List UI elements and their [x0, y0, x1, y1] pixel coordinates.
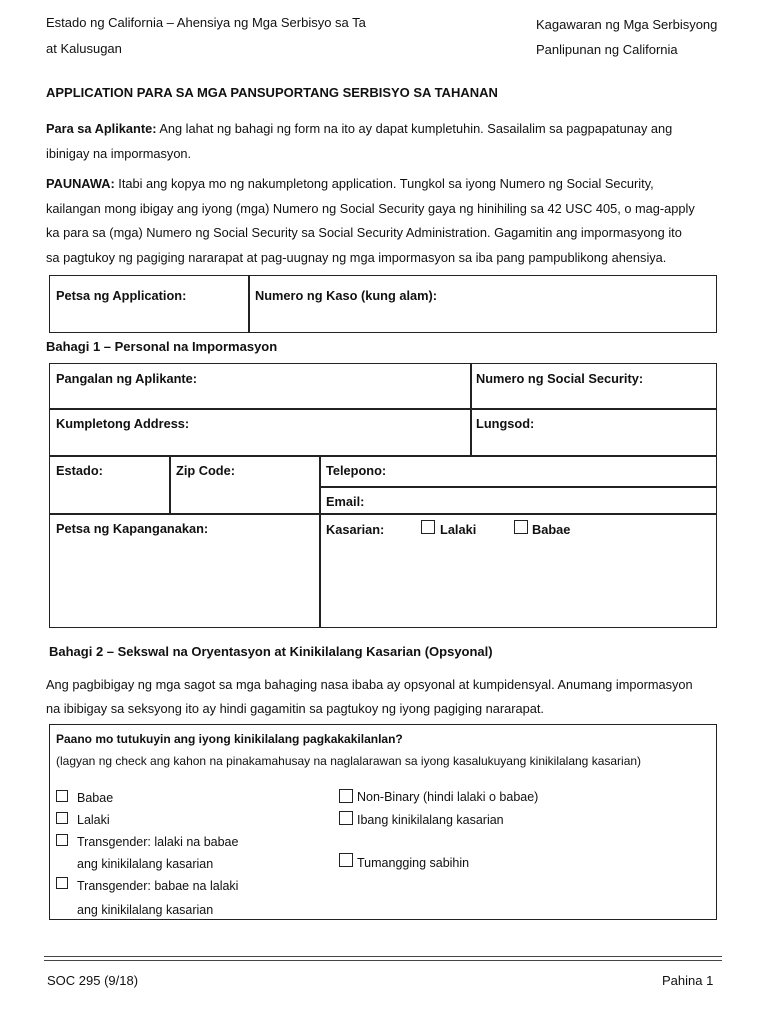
identity-trans-female-label-2: ang kinikilalang kasarian: [77, 857, 214, 871]
identity-nonbinary-checkbox[interactable]: [339, 789, 353, 803]
applicant-instructions: [46, 116, 672, 141]
address-field[interactable]: Kumpletong Address:: [56, 416, 190, 431]
notice-text-3: ka para sa (mga) Numero ng Social Security sa Social Security Administration. Gagamitin ang impormasyong ito: [46, 225, 682, 240]
identity-trans-male-label-1: Transgender: babae na lalaki: [77, 879, 239, 893]
notice-text-4: sa pagtukoy ng pagiging nararapat at pag-uugnay ng mga impormasyon sa iba pang pampublikong ahensiya.: [46, 250, 667, 265]
header-agency-line2: at Kalusugan: [46, 41, 122, 56]
applicant-text-2: ibinigay na impormasyon.: [46, 146, 192, 161]
applicant-name-field[interactable]: Pangalan ng Aplikante:: [56, 371, 198, 386]
applicant-label: Para sa Aplikante:: [46, 121, 157, 136]
state-field[interactable]: Estado:: [56, 463, 103, 478]
identity-female-checkbox[interactable]: [56, 790, 68, 802]
identity-trans-female-checkbox[interactable]: [56, 834, 68, 846]
page-number: Pahina 1: [662, 973, 714, 988]
divider: [49, 455, 717, 457]
section2-heading: Bahagi 2 – Sekswal na Oryentasyon at Kinikilalang Kasarian (Opsyonal): [49, 644, 493, 659]
header-department-line1: Kagawaran ng Mga Serbisyong: [536, 17, 718, 32]
identity-decline-checkbox[interactable]: [339, 853, 353, 867]
notice-text-1: Itabi ang kopya mo ng nakumpletong application. Tungkol sa iyong Numero ng Social Security,: [114, 176, 654, 191]
header-agency-line1: Estado ng California – Ahensiya ng Mga Serbisyo sa Ta: [46, 15, 366, 30]
identity-other-label: Ibang kinikilalang kasarian: [357, 813, 504, 827]
divider: [319, 455, 321, 628]
divider: [49, 408, 717, 410]
form-code: SOC 295 (9/18): [47, 973, 139, 988]
section1-heading: Bahagi 1 – Personal na Impormasyon: [46, 339, 278, 354]
section2-desc-2: na ibibigay sa seksyong ito ay hindi gagamitin sa pagtukoy ng iyong pagiging nararapat.: [46, 701, 544, 716]
header-department-line2: Panlipunan ng California: [536, 42, 678, 57]
gender-identity-instruction: (lagyan ng check ang kahon na pinakamahusay na naglalarawan sa iyong kasalukuyang kinikilalang kasarian): [56, 754, 642, 768]
form-title: APPLICATION PARA SA MGA PANSUPORTANG SERBISYO SA TAHANAN: [46, 85, 498, 100]
case-number-field[interactable]: Numero ng Kaso (kung alam):: [255, 288, 438, 303]
identity-other-checkbox[interactable]: [339, 811, 353, 825]
identity-trans-female-label-1: Transgender: lalaki na babae: [77, 835, 239, 849]
identity-female-label: Babae: [77, 791, 114, 805]
identity-male-checkbox[interactable]: [56, 812, 68, 824]
footer-rule: [44, 956, 722, 957]
footer-rule-2: [44, 960, 722, 961]
notice-label: PAUNAWA:: [46, 176, 115, 191]
notice-text-2: kailangan mong ibigay ang iyong (mga) Numero ng Social Security gaya ng hinihiling sa 42 USC 405, o mag-apply: [46, 201, 695, 216]
application-date-field[interactable]: Petsa ng Application:: [56, 288, 187, 303]
gender-female-label: Babae: [532, 522, 571, 537]
identity-trans-male-label-2: ang kinikilalang kasarian: [77, 903, 214, 917]
notice-paragraph: [46, 171, 654, 196]
divider: [49, 513, 717, 515]
application-info-box: [49, 275, 717, 333]
zip-code-field[interactable]: Zip Code:: [176, 463, 235, 478]
identity-nonbinary-label: Non-Binary (hindi lalaki o babae): [357, 790, 539, 804]
gender-identity-question: Paano mo tutukuyin ang iyong kinikilalang pagkakakilanlan?: [56, 732, 403, 746]
divider: [319, 486, 717, 488]
identity-male-label: Lalaki: [77, 813, 110, 827]
identity-trans-male-checkbox[interactable]: [56, 877, 68, 889]
divider: [470, 363, 472, 456]
ssn-field[interactable]: Numero ng Social Security:: [476, 371, 644, 386]
gender-female-checkbox[interactable]: [514, 520, 528, 534]
birth-date-field[interactable]: Petsa ng Kapanganakan:: [56, 521, 209, 536]
personal-info-table: [49, 363, 717, 628]
divider: [248, 275, 250, 333]
applicant-text-1: Ang lahat ng bahagi ng form na ito ay dapat kumpletuhin. Sasailalim sa pagpapatunay ang: [156, 121, 673, 136]
gender-label: Kasarian:: [326, 522, 385, 537]
gender-male-label: Lalaki: [440, 522, 477, 537]
identity-decline-label: Tumangging sabihin: [357, 856, 470, 870]
section2-desc-1: Ang pagbibigay ng mga sagot sa mga bahaging nasa ibaba ay opsyonal at kumpidensyal. Anumang impormasyon: [46, 677, 693, 692]
divider: [169, 455, 171, 514]
gender-male-checkbox[interactable]: [421, 520, 435, 534]
email-field[interactable]: Email:: [326, 494, 365, 509]
city-field[interactable]: Lungsod:: [476, 416, 535, 431]
phone-field[interactable]: Telepono:: [326, 463, 387, 478]
